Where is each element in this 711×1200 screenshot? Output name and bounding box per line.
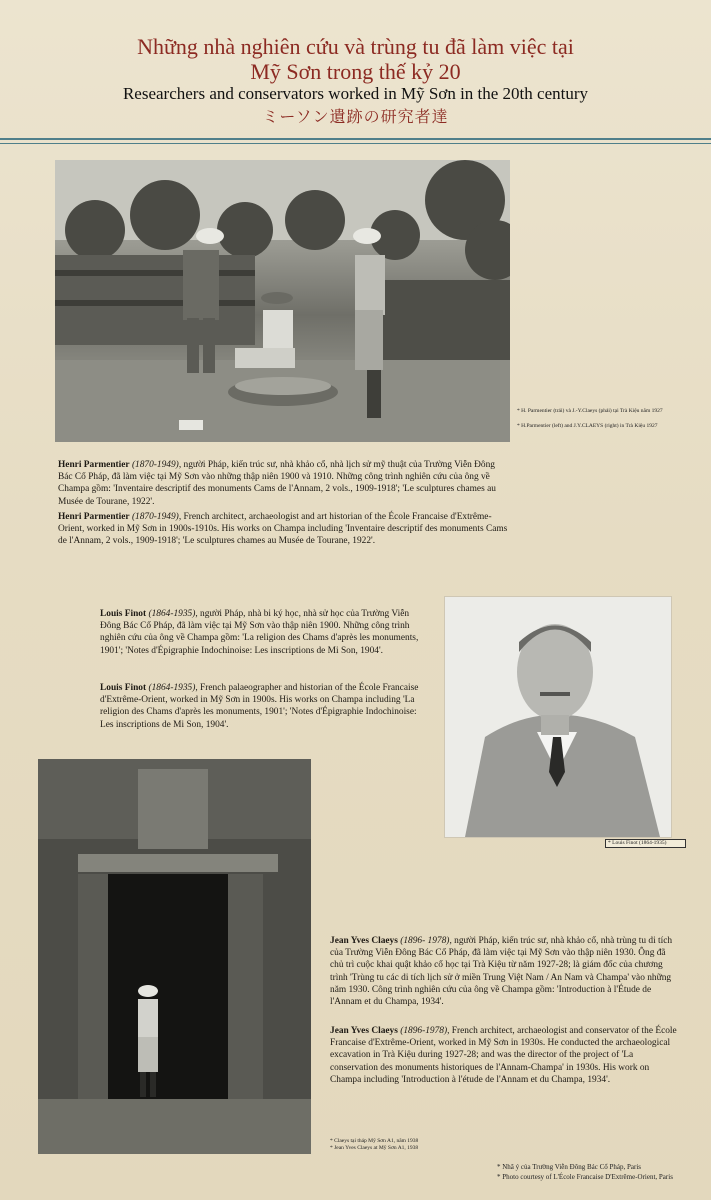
finot-text-en: , French palaeographer and historian of the École Francaise d'Extrême-Orient, worked in Mỹ Sơn in 1900s. His works on Champa including 'La religion des Chams d'après les monuments, 1901'; 'Notes d'Épigraphie Indochinoise: Les inscriptions de Mi Son, 1904'.: [100, 683, 419, 730]
finot-bio-vi: [100, 608, 430, 657]
title-english: Researchers and conservators worked in Mỹ Sơn in the 20th century: [122, 84, 589, 103]
claeys-photo-caption-vi: * Claeys tại tháp Mỹ Sơn A1, năm 1938: [330, 1138, 419, 1144]
header-divider-thin: [0, 143, 711, 144]
finot-portrait-art: [445, 597, 671, 837]
claeys-tower-photo: [38, 759, 311, 1154]
finot-portrait: [444, 596, 672, 838]
parmentier-name-en: Henri Parmentier: [58, 512, 130, 522]
parmentier-text-vi: , người Pháp, kiến trúc sư, nhà khảo cổ, nhà lịch sử mỹ thuật của Trường Viễn Đông Bác Cổ Pháp, đã làm việc tại Mỹ Sơn vào những thập niên 1900 và 1910. Những công trình nghiên cứu của ông về Champa gồm: 'Inventaire descriptif des monuments Cams de l'Annam, 2 vols., 1909-1918'; 'Le sculptures chames au Musée de Tourane, 1922'.: [58, 460, 496, 507]
excavation-caption-vi: * H. Parmentier (trái) và J.-Y.Claeys (phải) tại Trà Kiệu năm 1927: [517, 408, 663, 414]
finot-bio-en: [100, 682, 430, 731]
parmentier-bio-vi: [58, 459, 508, 508]
claeys-dates-en: (1896-1978): [400, 1026, 448, 1036]
parmentier-dates-vi: (1870-1949): [131, 460, 179, 470]
finot-text-vi: , người Pháp, nhà bi ký học, nhà sử học của Trường Viễn Đông Bác Cổ Pháp, đã làm việc tại Mỹ Sơn vào thập niên 1900. Những công trình nghiên cứu của ông về Champa gồm: 'La religion des Chams d'après les monuments, 1901'; 'Notes d'Épigraphie Indochinoise: Les inscriptions de Mi Son, 1904'.: [100, 609, 419, 656]
parmentier-bio-en: [58, 511, 508, 548]
finot-dates-vi: (1864-1935): [148, 609, 196, 619]
photo-credit-en: * Photo courtesy of L'École Francaise D'Extrême-Orient, Paris: [497, 1173, 673, 1181]
header-divider: [0, 138, 711, 140]
title-vietnamese-line2: Mỹ Sơn trong thế kỷ 20: [250, 59, 461, 84]
claeys-name-vi: Jean Yves Claeys: [330, 936, 398, 946]
claeys-text-en: , French architect, archaeologist and conservator of the École Francaise d'Extrême-Orient, worked in Mỹ Sơn in 1930s. He conducted the archaeological excavation in Trà Kiệu during 1927-28; and was the director of the project of 'La conservation des monuments historiques de l'Annam-Champa' in 1930s. His work on Champa including 'Introduction à l'étude de l'Annam et du Champa, 1934'.: [330, 1026, 677, 1085]
excavation-photo-art: [55, 160, 510, 442]
claeys-name-en: Jean Yves Claeys: [330, 1026, 398, 1036]
claeys-bio-vi: [330, 935, 678, 1008]
title-japanese: ミーソン遺跡の研究者達: [262, 107, 449, 126]
photo-credit-vi: * Nhã ý của Trường Viễn Đông Bác Cổ Pháp, Paris: [497, 1163, 642, 1171]
title-vietnamese-line1: Những nhà nghiên cứu và trùng tu đã làm việc tại: [137, 34, 574, 59]
finot-portrait-caption: * Louis Finot (1864-1935): [605, 839, 686, 848]
claeys-photo-caption-en: * Jean Yves Claeys at Mỹ Sơn A1, 1938: [330, 1145, 419, 1151]
claeys-dates-vi: (1896- 1978): [400, 936, 450, 946]
claeys-tower-photo-art: [38, 759, 311, 1154]
finot-dates-en: (1864-1935): [148, 683, 196, 693]
parmentier-dates-en: (1870-1949): [131, 512, 179, 522]
excavation-caption-en: * H.Parmentier (left) and J.Y.CLAEYS (right) in Trà Kiệu 1927: [517, 423, 658, 429]
finot-name-vi: Louis Finot: [100, 609, 147, 619]
excavation-photo: [55, 160, 510, 442]
parmentier-text-en: , French architect, archaeologist and art historian of the École Francaise d'Extrême-Orient, worked in Mỹ Sơn in 1900s-1910s. His works on Champa including 'Inventaire descriptif des monuments Cams de l'Annam, 2 vols., 1909-1918'; 'Le sculptures chames au Musée de Tourane, 1922'.: [58, 512, 508, 547]
claeys-text-vi: , người Pháp, kiến trúc sư, nhà khảo cổ, nhà trùng tu di tích của Trường Viễn Đông Bác Cổ Pháp, đã làm việc tại Mỹ Sơn vào thập niên 1930. Ông đã chủ trì cuộc khai quật khảo cổ học tại Trà Kiệu từ năm 1927-28; là giám đốc của chương trình 'Trùng tu các di tích lịch sử ở miền Trung Việt Nam / An Nam và Champa' vào những năm 1930. Công trình nghiên cứu của ông về Champa gồm: 'Introduction à l'Étude de l'Annam et du Champa, 1934'.: [330, 936, 673, 1008]
claeys-bio-en: [330, 1025, 678, 1086]
parmentier-name-vi: Henri Parmentier: [58, 460, 130, 470]
finot-name-en: Louis Finot: [100, 683, 147, 693]
